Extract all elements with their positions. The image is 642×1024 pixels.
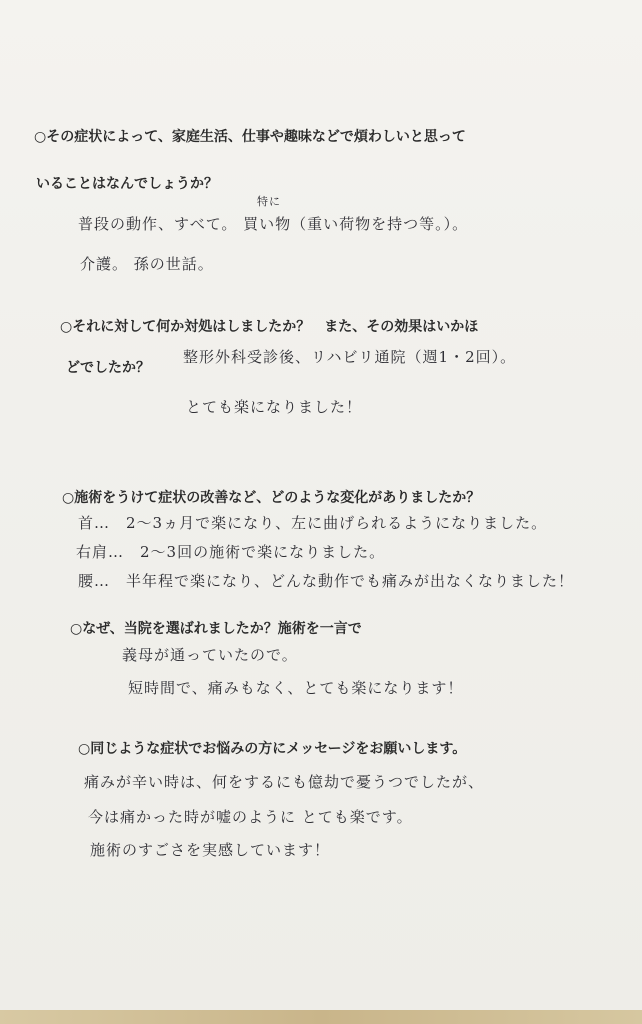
question-2-line-2: どでしたか？ [66, 360, 150, 376]
question-1-line-2: いることはなんでしょうか？ [36, 176, 218, 192]
answer-1-note: 特に [257, 195, 281, 208]
question-4-line-1: ○なぜ、当院を選ばれましたか？施術を一言で [70, 621, 362, 637]
answer-5-line-2: 今は痛かった時が嘘のように とても楽です。 [88, 808, 413, 826]
answer-2-line-1: 整形外科受診後、リハビリ通院（週1・2回）。 [183, 348, 517, 366]
question-2-line-1: ○それに対して何か対処はしましたか？ また、その効果はいかほ [60, 319, 479, 335]
question-1-line-1: ○その症状によって、家庭生活、仕事や趣味などで煩わしいと思って [34, 129, 466, 145]
answer-4-line-2: 短時間で、痛みもなく、とても楽になります！ [128, 679, 464, 697]
question-5-line-1: ○同じような症状でお悩みの方にメッセージをお願いします。 [78, 741, 467, 757]
answer-4-line-1: 義母が通っていたので。 [122, 646, 298, 664]
answer-3-line-3: 腰… 半年程で楽になり、どんな動作でも痛みが出なくなりました！ [78, 572, 575, 590]
answer-5-line-3: 施術のすごさを実感しています！ [90, 841, 331, 859]
answer-3-line-1: 首… 2〜3ヵ月で楽になり、左に曲げられるようになりました。 [78, 514, 548, 532]
bottom-edge-strip [0, 1010, 642, 1024]
answer-1-line-2: 介護。 孫の世話。 [80, 255, 214, 273]
answer-1-line-1: 普段の動作、すべて。 買い物（重い荷物を持つ等。）。 [78, 215, 469, 233]
question-3-line-1: ○施術をうけて症状の改善など、どのような変化がありましたか？ [62, 490, 481, 506]
answer-5-line-1: 痛みが辛い時は、何をするにも億劫で憂うつでしたが、 [84, 773, 485, 791]
answer-3-line-2: 右肩… 2〜3回の施術で楽になりました。 [76, 543, 386, 561]
answer-2-line-2: とても楽になりました！ [186, 398, 363, 416]
